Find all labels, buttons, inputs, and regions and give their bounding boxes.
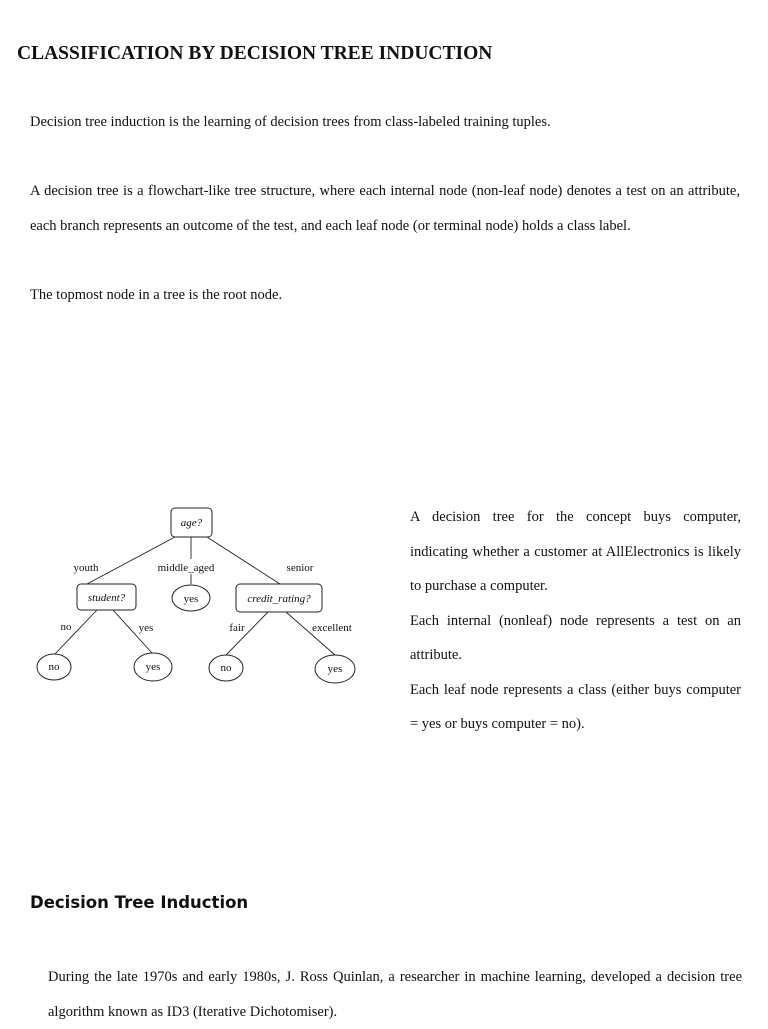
branch-senior-label: senior [286,562,314,574]
node-credit-rating-label: credit_rating? [247,593,311,605]
leaf-student-yes-label: yes [145,661,161,673]
decision-tree-figure [30,500,370,695]
figure-description [410,500,741,742]
branch-youth-label: youth [73,562,99,574]
page-title: CLASSIFICATION BY DECISION TREE INDUCTION [17,43,493,64]
internal-node-note: Each internal (nonleaf) node represents a test on an attribute. [410,612,741,663]
figure-caption: A decision tree for the concept buys computer, indicating whether a customer at AllElectronics is likely to purchase a computer. [410,509,741,594]
leaf-credit-no-label: no [220,662,232,674]
root-node-paragraph: The topmost node in a tree is the root node. [30,287,283,303]
leaf-middle-aged-yes-label: yes [183,593,199,605]
node-student-label: student? [87,592,126,604]
intro-paragraph: Decision tree induction is the learning of decision trees from class-labeled training tuples. [30,114,551,130]
branch-middle-aged-label: middle_aged [157,562,215,574]
history-paragraph: During the late 1970s and early 1980s, J. Ross Quinlan, a researcher in machine learning, developed a decision tree algorithm known as ID3 (Iterative Dichotomiser). [48,969,742,1020]
branch-student-no-label: no [60,621,72,633]
branch-credit-excellent-label: excellent [312,622,352,634]
section-heading: Decision Tree Induction [30,893,249,912]
leaf-student-no-label: no [48,661,60,673]
branch-student-yes-label: yes [138,622,154,634]
leaf-credit-yes-label: yes [327,663,343,675]
definition-paragraph: A decision tree is a flowchart-like tree structure, where each internal node (non-leaf node) denotes a test on an attribute, each branch represents an outcome of the test, and each leaf node (or terminal node) holds a class label. [30,183,740,234]
leaf-node-note: Each leaf node represents a class (either buys computer = yes or buys computer = no). [410,681,741,732]
node-age-label: age? [180,517,203,529]
branch-credit-fair-label: fair [229,622,245,634]
